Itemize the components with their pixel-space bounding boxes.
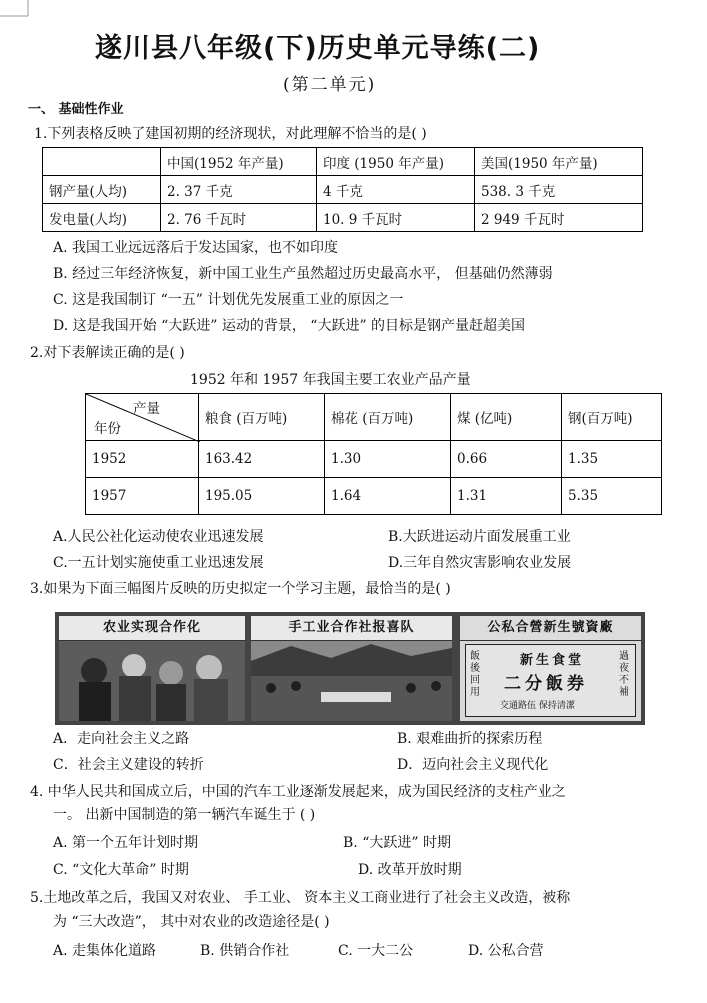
table-row <box>86 441 662 478</box>
question-1-stem: 1.下列表格反映了建国初期的经济现状，对此理解不恰当的是( ) <box>34 126 427 142</box>
historical-photos-strip <box>55 612 645 725</box>
farmers-crowd-image <box>59 616 245 721</box>
photo-caption: 公私合營新生號資廠 <box>460 616 641 641</box>
question-3-stem: 3.如果为下面三幅图片反映的历史拟定一个学习主题，最恰当的是( ) <box>30 581 451 597</box>
q2-option-c: C.一五计划实施使重工业迅速发展 <box>53 555 264 571</box>
ticket-canteen-name: 新生食堂 <box>520 653 585 668</box>
q3-option-b: B. 艰难曲折的探索历程 <box>397 731 543 747</box>
table-cell: 1.30 <box>325 441 451 478</box>
table-cell: 0.66 <box>451 441 562 478</box>
q2-option-d: D.三年自然灾害影响农业发展 <box>388 555 572 571</box>
table-cell: 发电量(人均) <box>43 204 161 232</box>
q5-option-b: B. 供销合作社 <box>200 943 290 959</box>
q2-production-table <box>85 393 662 515</box>
q1-option-b: B. 经过三年经济恢复，新中国工业生产虽然超过历史最高水平， 但基础仍然薄弱 <box>53 266 553 282</box>
table-header-cell: 棉花 (百万吨) <box>325 394 451 441</box>
table-cell: 538. 3 千克 <box>475 176 643 204</box>
table-header-cell: 中国(1952 年产量) <box>161 148 317 176</box>
table-header-cell: 印度 (1950 年产量) <box>317 148 475 176</box>
corner-label-top: 产量 <box>133 401 160 417</box>
ticket-side-right: 過夜不補 <box>619 651 629 698</box>
table-cell <box>43 148 161 176</box>
q2-table-caption: 1952 年和 1957 年我国主要工农业产品产量 <box>190 372 471 388</box>
q3-option-a: A．走向社会主义之路 <box>53 731 190 747</box>
q3-option-d: D．迈向社会主义现代化 <box>397 757 549 773</box>
table-cell: 1.35 <box>562 441 662 478</box>
q5-option-d: D. 公私合营 <box>468 943 544 959</box>
table-header-cell: 美国(1950 年产量) <box>475 148 643 176</box>
q1-option-d: D. 这是我国开始 “大跃进” 运动的背景， “大跃进” 的目标是钢产量赶超美国 <box>53 318 526 334</box>
table-cell: 1.64 <box>325 478 451 515</box>
q4-option-c: C. “文化大革命” 时期 <box>53 862 189 878</box>
table-cell: 5.35 <box>562 478 662 515</box>
table-cell: 2 949 千瓦时 <box>475 204 643 232</box>
q2-option-b: B.大跃进运动片面发展重工业 <box>388 529 571 545</box>
question-4-stem-line2: 一。 出新中国制造的第一辆汽车诞生于 ( ) <box>53 807 316 823</box>
corner-label-bottom: 年份 <box>94 421 121 437</box>
table-cell: 10. 9 千瓦时 <box>317 204 475 232</box>
meal-ticket <box>465 644 636 717</box>
table-cell: 2. 37 千克 <box>161 176 317 204</box>
table-header-cell: 粮食 (百万吨) <box>199 394 325 441</box>
table-cell: 4 千克 <box>317 176 475 204</box>
q4-option-b: B. “大跃进” 时期 <box>343 835 451 851</box>
table-header-cell: 煤 (亿吨) <box>451 394 562 441</box>
q3-option-c: C．社会主义建设的转折 <box>53 757 204 773</box>
photo-handicraft-cooperative-parade <box>251 616 452 721</box>
table-cell: 2. 76 千瓦时 <box>161 204 317 232</box>
table-row <box>86 478 662 515</box>
q4-option-d: D. 改革开放时期 <box>358 862 462 878</box>
page-title: 遂川县八年级(下)历史单元导练(二) <box>95 33 541 64</box>
table-header-cell: 钢(百万吨) <box>562 394 662 441</box>
photo-caption: 手工业合作社报喜队 <box>251 616 452 641</box>
q4-option-a: A. 第一个五年计划时期 <box>53 835 199 851</box>
parade-crowd-image <box>251 616 452 721</box>
table-cell: 1.31 <box>451 478 562 515</box>
page-subtitle: (第二单元) <box>283 75 377 95</box>
q2-option-a: A.人民公社化运动使农业迅速发展 <box>53 529 264 545</box>
table-row <box>43 176 643 204</box>
photo-agricultural-cooperation <box>59 616 245 721</box>
table-cell: 195.05 <box>199 478 325 515</box>
table-corner-cell <box>86 394 199 441</box>
photo-public-private-meal-ticket <box>460 616 641 721</box>
q5-option-c: C. 一大二公 <box>338 943 414 959</box>
table-cell: 163.42 <box>199 441 325 478</box>
question-5-stem-line1: 5.土地改革之后，我国又对农业、 手工业、 资本主义工商业进行了社会主义改造，被称 <box>30 890 571 906</box>
q1-option-c: C. 这是我国制订 “一五” 计划优先发展重工业的原因之一 <box>53 292 404 308</box>
ticket-footer: 交通路伍 保持清潔 <box>500 701 575 711</box>
q1-option-a: A. 我国工业远远落后于发达国家，也不如印度 <box>53 240 339 256</box>
page-corner-mark <box>0 0 30 18</box>
question-5-stem-line2: 为 “三大改造”， 其中对农业的改造途径是( ) <box>53 914 330 930</box>
table-cell: 钢产量(人均) <box>43 176 161 204</box>
section-heading: 一、 基础性作业 <box>28 102 124 117</box>
table-row <box>43 148 643 176</box>
ticket-side-left: 飯後回用 <box>470 651 480 698</box>
table-cell: 1952 <box>86 441 199 478</box>
table-row <box>43 204 643 232</box>
photo-caption: 农业实现合作化 <box>59 616 245 641</box>
q5-option-a: A. 走集体化道路 <box>53 943 157 959</box>
question-2-stem: 2.对下表解读正确的是( ) <box>30 345 185 361</box>
q1-economy-table <box>42 147 643 232</box>
question-4-stem-line1: 4. 中华人民共和国成立后，中国的汽车工业逐渐发展起来，成为国民经济的支柱产业之 <box>30 784 566 800</box>
table-row <box>86 394 662 441</box>
table-cell: 1957 <box>86 478 199 515</box>
ticket-price: 二分飯券 <box>504 674 588 694</box>
